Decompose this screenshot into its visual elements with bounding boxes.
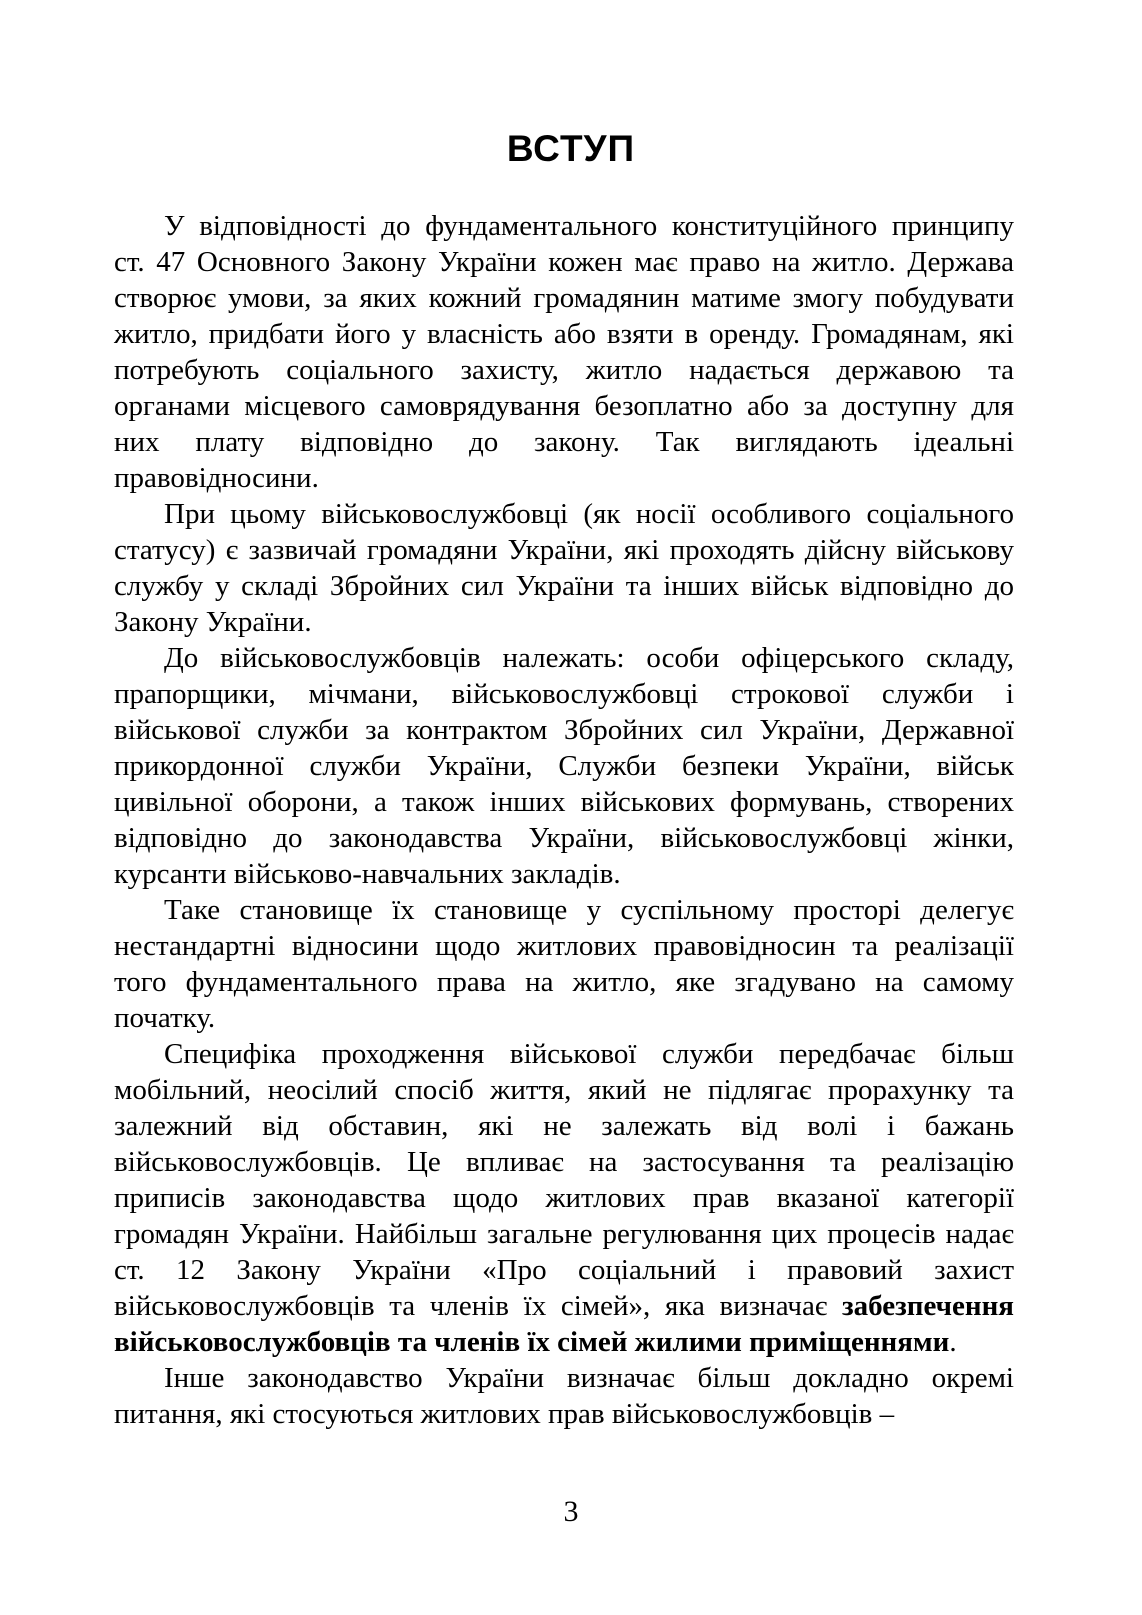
page-title: ВСТУП [506,128,636,169]
paragraph-service-specifics-bold-text: забезпечення військовослужбовців та членів їх сімей жилими приміщеннями [114,1290,1014,1358]
page-number: 3 [563,1495,579,1528]
paragraph-service-specifics-regular-text: Специфіка проходження військової служби передбачає більш мобільний, неосілий спосіб життя, який не підлягає прорахунку та залежний від обставин, які не залежать від волі і бажань військовослужбовців. Це впливає на застосування та реалізацію приписів законодавства щодо житлових прав вказаної категорії громадян України. Найбільш загальне регулювання цих процесів надає ст. 12 Закону України «Про соціальний і правовий захист військовослужбовців та членів їх сімей», яка визначає [114,1038,1014,1322]
document-body [114,208,1014,1432]
paragraph-servicemen-categories: До військовослужбовців належать: особи офіцерського складу, прапорщики, мічмани, військовослужбовці строкової служби і військової служби за контрактом Збройних сил України, Державної прикордонної служби України, Служби безпеки України, військ цивільної оборони, а також інших військових формувань, створених відповідно до законодавства України, військовослужбовці жінки, курсанти військово-навчальних закладів. [114,642,1014,890]
paragraph-service-specifics-period: . [949,1326,957,1358]
paragraph-service-specifics [114,1036,1014,1360]
paragraph-servicemen-status: При цьому військовослужбовці (як носії особливого соціального статусу) є зазвичай громадяни України, які проходять дійсну військову службу у складі Збройних сил України та інших військ відповідно до Закону України. [114,498,1014,638]
paragraph-other-legislation: Інше законодавство України визначає більш докладно окремі питання, які стосуються житлових прав військовослужбовців – [114,1362,1014,1430]
paragraph-constitutional-principle: У відповідності до фундаментального конституційного принципу ст. 47 Основного Закону України кожен має право на житло. Держава створює умови, за яких кожний громадянин матиме змогу побудувати житло, придбати його у власність або взяти в оренду. Громадянам, які потребують соціального захисту, житло надається державою та органами місцевого самоврядування безоплатно або за доступну для них плату відповідно до закону. Так виглядають ідеальні правовідносини. [114,210,1014,494]
paragraph-social-position: Таке становище їх становище у суспільному просторі делегує нестандартні відносини щодо житлових правовідносин та реалізації того фундаментального права на житло, яке згадувано на самому початку. [114,894,1014,1034]
